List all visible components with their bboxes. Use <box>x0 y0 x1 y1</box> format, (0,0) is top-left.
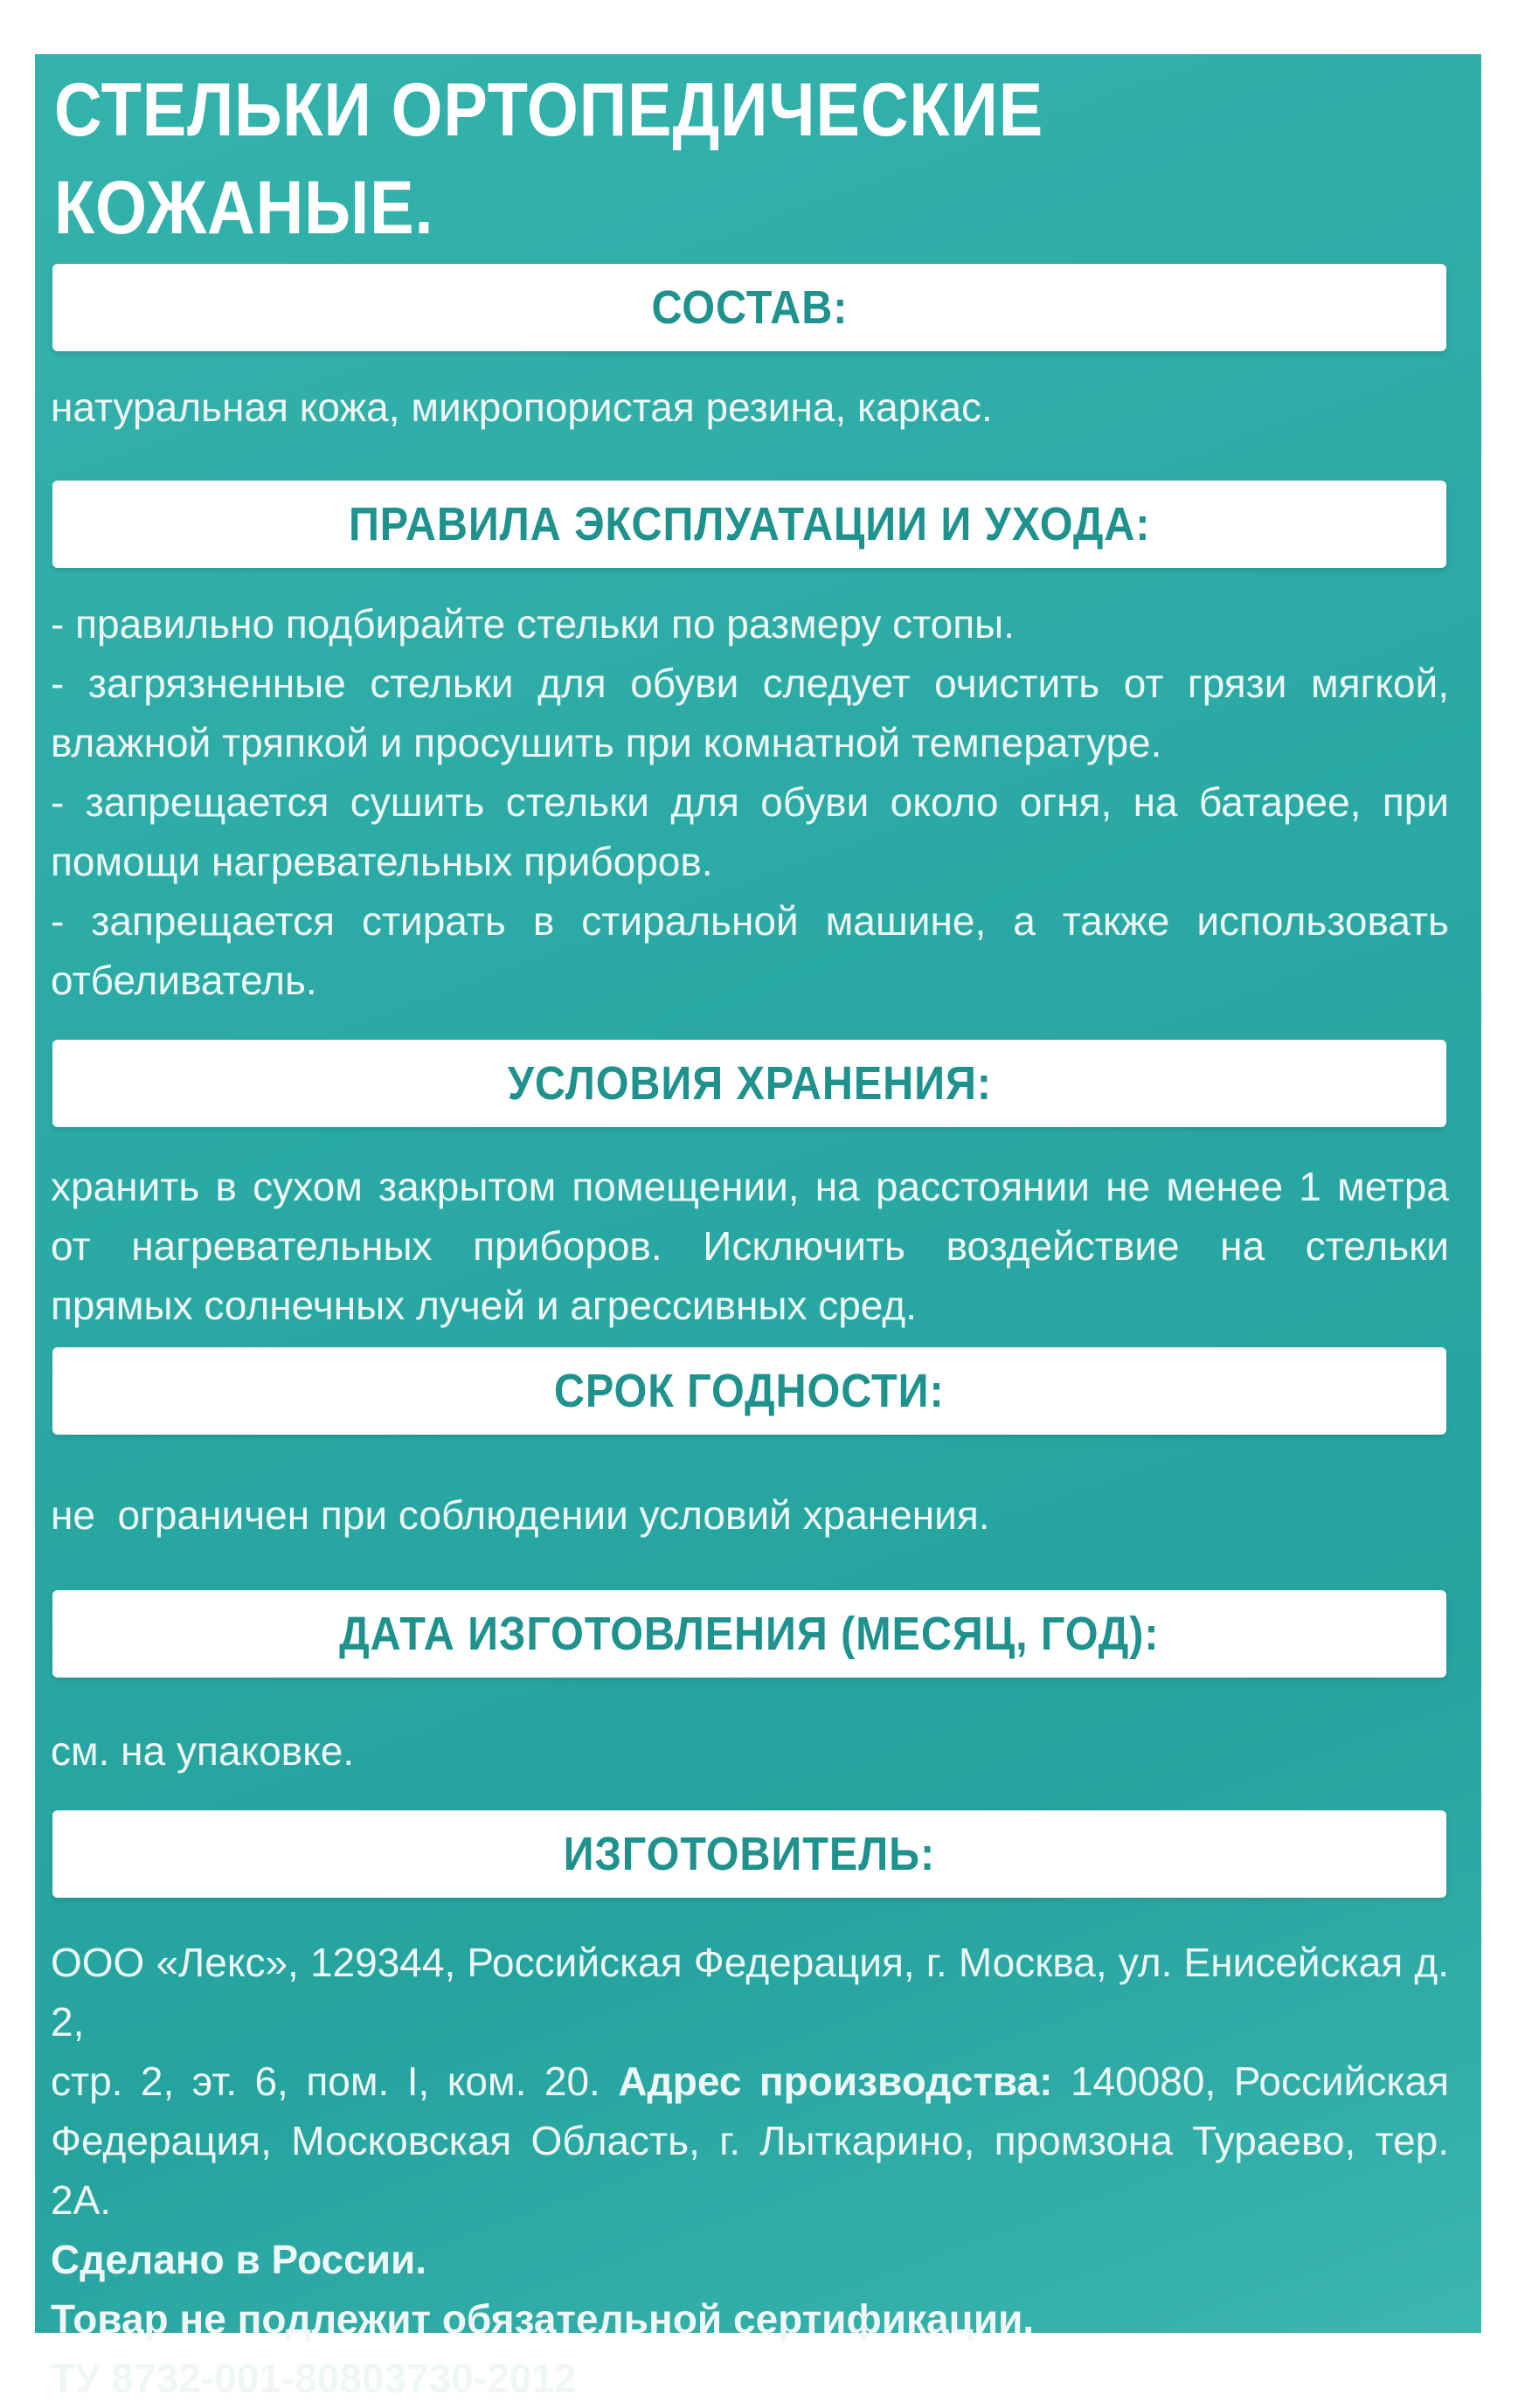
manufacture-date-heading: ДАТА ИЗГОТОВЛЕНИЯ (МЕСЯЦ, ГОД): <box>52 1590 1446 1678</box>
shelf-life-text: не ограничен при соблюдении условий хранения. <box>51 1492 990 1538</box>
storage-line-1: хранить в сухом закрытом помещении, на расстоянии не менее 1 метра <box>51 1164 1449 1209</box>
tu-code: ТУ 8732-001-80803730-2012 <box>51 2356 577 2401</box>
care-item-3-line-2: помощи нагревательных приборов. <box>51 839 713 884</box>
composition-text: натуральная кожа, микропористая резина, каркас. <box>51 384 993 430</box>
manufacturer-line-2: стр. 2, эт. 6, пом. I, ком. 20. Адрес производства: 140080, Российская <box>51 2059 1449 2104</box>
label-panel <box>35 54 1481 2401</box>
storage-line-3: прямых солнечных лучей и агрессивных сред. <box>51 1283 917 1328</box>
shelf-life-heading: СРОК ГОДНОСТИ: <box>52 1347 1446 1435</box>
manufacturer-line-3: Федерация, Московская Область, г. Лыткарино, промзона Тураево, тер. 2А. <box>51 2118 1449 2223</box>
title-line-2: КОЖАНЫЕ. <box>54 166 434 250</box>
storage-heading: УСЛОВИЯ ХРАНЕНИЯ: <box>52 1040 1446 1127</box>
manufacturer-text <box>51 1933 1449 2408</box>
care-item-3-line-1: - запрещается сушить стельки для обуви около огня, на батарее, при <box>51 779 1449 825</box>
care-item-4-line-2: отбеливатель. <box>51 958 317 1003</box>
storage-line-2: от нагревательных приборов. Исключить воздействие на стельки <box>51 1223 1449 1269</box>
storage-text <box>51 1157 1449 1335</box>
certification-note: Товар не подлежит обязательной сертификации. <box>51 2296 1035 2342</box>
manufacturer-heading: ИЗГОТОВИТЕЛЬ: <box>52 1810 1446 1898</box>
care-item-4-line-1: - запрещается стирать в стиральной машине, а также использовать <box>51 898 1449 944</box>
made-in-russia: Сделано в России. <box>51 2237 427 2282</box>
title-line-1: СТЕЛЬКИ ОРТОПЕДИЧЕСКИЕ <box>54 68 1044 152</box>
care-item-2-line-1: - загрязненные стельки для обуви следует очистить от грязи мягкой, <box>51 661 1449 706</box>
manufacture-date-text: см. на упаковке. <box>51 1728 355 1774</box>
composition-heading: СОСТАВ: <box>52 264 1446 351</box>
care-text <box>51 594 1449 1010</box>
care-item-1: - правильно подбирайте стельки по размеру стопы. <box>51 601 1015 647</box>
care-heading: ПРАВИЛА ЭКСПЛУАТАЦИИ И УХОДА: <box>52 481 1446 568</box>
manufacturer-line-1: ООО «Лекс», 129344, Российская Федерация, г. Москва, ул. Енисейская д. 2, <box>51 1940 1449 2045</box>
product-title <box>54 61 1285 257</box>
care-item-2-line-2: влажной тряпкой и просушить при комнатной температуре. <box>51 720 1162 765</box>
